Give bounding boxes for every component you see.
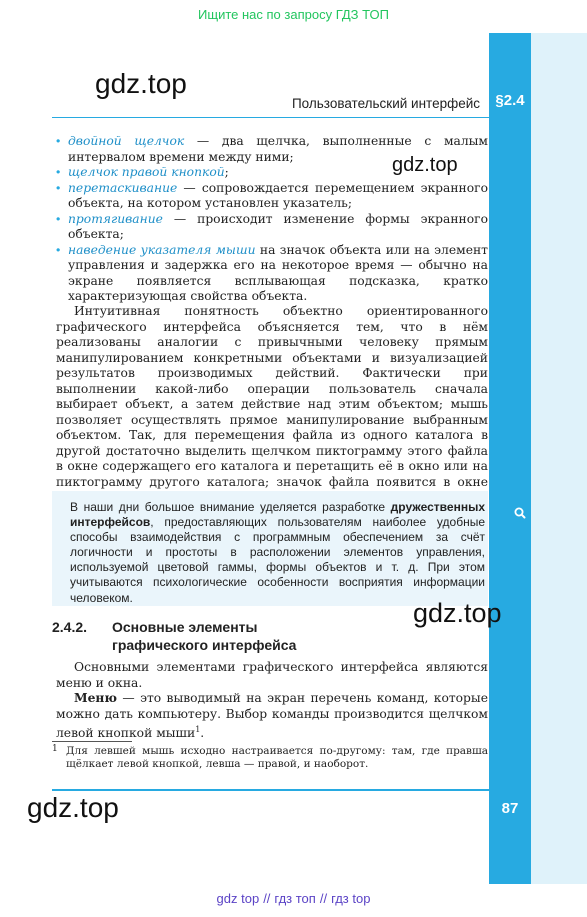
header-rule: [52, 117, 489, 118]
subsection-title-1: Основные элементы: [112, 619, 258, 635]
bullet-icon: •: [56, 165, 61, 179]
paragraph: [56, 690, 488, 742]
list-item-text: — два щелчка, выполненные с малым интервалом времени между ними;: [68, 134, 488, 164]
footnote-ref: 1: [195, 725, 201, 734]
paragraph-text: — это выводимый на экран перечень команд, которые можно дать компьютеру. Выбор команды производится щелчком левой кнопкой мыши: [56, 691, 488, 741]
list-item-text: на значок объекта или на элемент управления и задержка его на некоторое время — обычно на экране появляется всплывающая подсказка, кратко характеризующая свойства объекта.: [68, 242, 488, 303]
note-text-start: В наши дни большое внимание уделяется разработке: [70, 500, 391, 514]
subsection-number: 2.4.2.: [52, 619, 88, 635]
magnifier-icon: [511, 504, 529, 522]
footnote: [52, 745, 488, 771]
bullet-icon: •: [56, 211, 61, 226]
watermark: gdz.top: [27, 792, 119, 823]
term: протягивание: [68, 211, 163, 226]
list-item: [56, 181, 488, 212]
paragraph: Основными элементами графического интерфейса являются меню и окна.: [56, 660, 488, 690]
side-strip-dark: [489, 33, 531, 884]
banner-link-gdz-top[interactable]: gdz top: [216, 891, 260, 906]
term: наведение указателя мыши: [68, 242, 256, 257]
section-number: §2.4: [495, 92, 525, 109]
separator: //: [319, 891, 328, 906]
bullet-icon: •: [56, 134, 61, 148]
footnote-rule: [52, 741, 132, 742]
list-item-text: — сопровождается перемещением экранного объекта, на котором установлен указатель;: [68, 180, 488, 210]
subsection-heading: [52, 619, 432, 654]
term: двойной щелчок: [68, 134, 185, 148]
banner-link-gdz-top-mixed[interactable]: гдз top: [331, 891, 371, 906]
watermark: gdz.top: [95, 68, 187, 99]
separator: //: [263, 891, 271, 906]
paragraph-end: .: [200, 726, 205, 741]
bullet-icon: •: [56, 242, 61, 257]
side-strip-light: [531, 33, 587, 884]
list-item-text: ;: [224, 165, 229, 179]
page-number: 87: [501, 800, 519, 817]
term: перетаскивание: [68, 180, 178, 195]
watermark: gdz.top: [392, 154, 458, 176]
note-term: дружественных интерфейсов: [70, 500, 485, 530]
term: щелчок правой кнопкой: [68, 165, 225, 179]
header-title: Пользовательский интерфейс: [291, 96, 480, 111]
bullet-icon: •: [56, 180, 61, 195]
watermark: gdz.top: [413, 598, 502, 628]
banner-link-gdz-top-ru[interactable]: гдз топ: [274, 891, 316, 906]
subsection-title-2: графического интерфейса: [112, 636, 297, 653]
bottom-banner[interactable]: [0, 891, 587, 906]
term-menu: Меню: [74, 690, 118, 705]
list-item: [56, 243, 488, 305]
list-item: [56, 212, 488, 243]
note-text-end: , предоставляющих пользователям наиболее удобные способы взаимодействия с программным обеспечением за счёт логичности и простоты в расположении элементов управления, используемой цветовой гаммы, формы объектов и т. д. При этом учитываются психологические особенности восприятия информации человеком.: [70, 515, 485, 605]
note-text: [70, 500, 485, 606]
footnote-text: Для левшей мышь исходно настраивается по-другому: там, где правша щёлкает левой кнопкой, левша — правой, и наоборот.: [66, 745, 488, 770]
footnote-mark: 1: [52, 744, 58, 754]
top-banner[interactable]: Ищите нас по запросу ГДЗ ТОП: [198, 7, 389, 22]
list-item-text: — происходит изменение формы экранного объекта;: [68, 211, 488, 241]
footer-rule: [52, 789, 489, 791]
paragraph: Интуитивная понятность объектно ориентированного графического интерфейса объясняется тем, что в нём реализованы аналогии с привычными человеку прямым манипулированием конкретными объектами и визуализацией результатов производимых действий. Фактически при выполнении какой-либо операции пользователь сначала выбирает объект, а затем действие над этим объектом; мышь позволяет осуществлять прямое манипулирование выбранным объектом. Так, для перемещения файла из одного каталога в другой достаточно выделить щелчком пиктограмму этого файла в окне содержащего его каталога и перетащить её в окно или на пиктограмму другого каталога; значок файла появится в окне: [56, 304, 488, 489]
